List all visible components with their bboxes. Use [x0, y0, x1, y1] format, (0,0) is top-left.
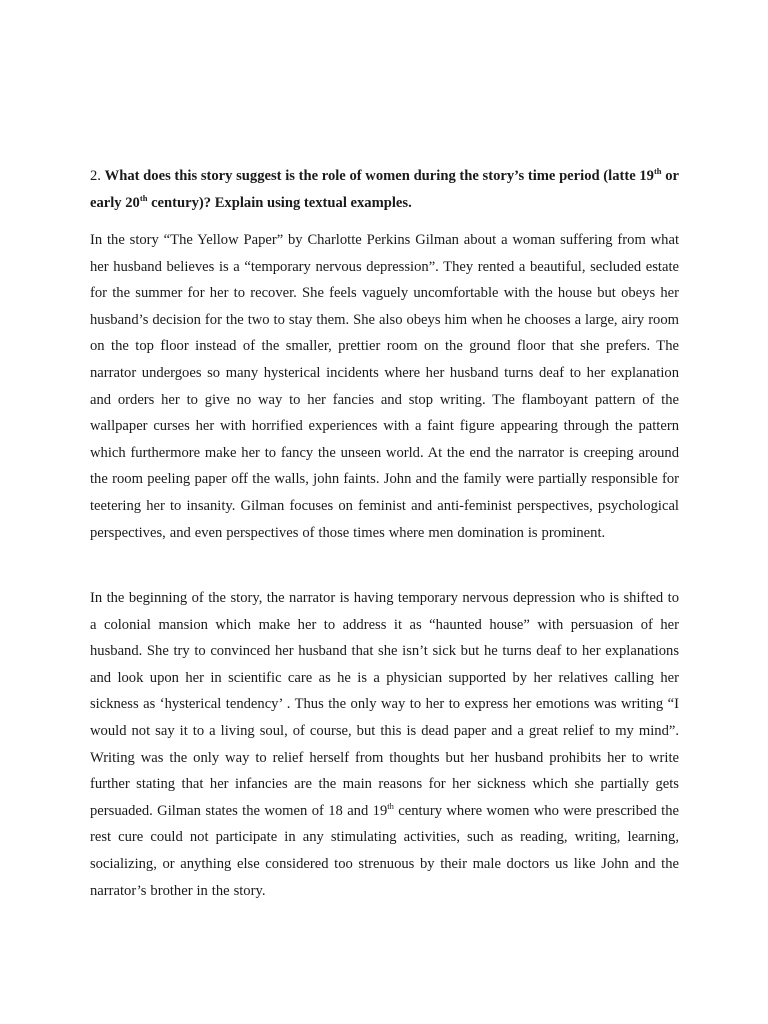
page-content	[90, 0, 679, 1024]
question-heading	[90, 163, 679, 217]
question-text: What does this story suggest is the role of women during the story’s time period (latte 19th or early 20th century)? Explain using textual examples.	[90, 166, 679, 211]
question-number: 2.	[90, 168, 101, 184]
paragraph-analysis: In the beginning of the story, the narrator is having temporary nervous depression who is shifted to a colonial mansion which make her to address it as “haunted house” with persuasion of her husband. She try to convinced her husband that she isn’t sick but he turns deaf to her explanations and look upon her in scientific care as he is a physician supported by her relatives calling her sickness as ‘hysterical tendency’ . Thus the only way to her to express her emotions was writing “I would not say it to a living soul, of course, but this is dead paper and a great relief to my mind”. Writing was the only way to relief herself from thoughts but her husband prohibits her to write further stating that her infancies are the main reasons for her sickness which she partially gets persuaded. Gilman states the women of 18 and 19th century where women who were prescribed the rest cure could not participate in any stimulating activities, such as reading, writing, learning, socializing, or anything else considered too strenuous by their male doctors us like John and the narrator’s brother in the story.	[90, 590, 679, 899]
paragraph-summary: In the story “The Yellow Paper” by Charlotte Perkins Gilman about a woman suffering from what her husband believes is a “temporary nervous depression”. They rented a beautiful, secluded estate for the summer for her to recover. She feels vaguely uncomfortable with the house but obeys her husband’s decision for the two to stay them. She also obeys him when he chooses a large, airy room on the top floor instead of the smaller, prettier room on the ground floor that she prefers. The narrator undergoes so many hysterical incidents where her husband turns deaf to her explanation and orders her to give no way to her fancies and stop writing. The flamboyant pattern of the wallpaper curses her with horrified experiences with a faint figure appearing through the pattern which furthermore make her to fancy the unseen world. At the end the narrator is creeping around the room peeling paper off the walls, john faints. John and the family were partially responsible for teetering her to insanity. Gilman focuses on feminist and anti-feminist perspectives, psychological perspectives, and even perspectives of those times where men domination is prominent.	[90, 232, 679, 541]
